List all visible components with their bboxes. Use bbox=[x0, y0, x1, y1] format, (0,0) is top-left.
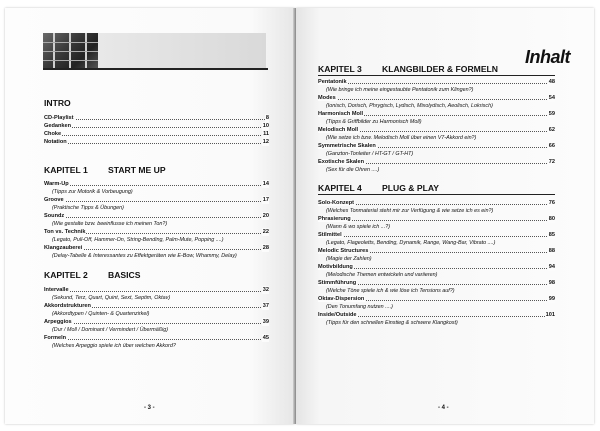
toc-entry[interactable]: Phrasierung 80 bbox=[318, 216, 555, 222]
toc-description: (Wie gestalte bzw. beeinflusse ich meinen Ton?) bbox=[52, 221, 168, 227]
toc-entry[interactable]: Akkordstrukturen 37 bbox=[44, 303, 269, 309]
toc-description: (Legato, Pull-Off, Hammer-On, String-Bending, Palm-Mute, Popping ....) bbox=[52, 237, 224, 243]
toc-description: (Ionisch, Dorisch, Phrygisch, Lydisch, Mixolydisch, Aeolisch, Lokrisch) bbox=[326, 103, 493, 109]
chapter-2-entries bbox=[44, 286, 269, 350]
toc-description: (Tipps zur Motorik & Vorbeugung) bbox=[52, 189, 133, 195]
chapter-1-entries bbox=[44, 180, 269, 260]
toc-entry[interactable]: Exotische Skalen 72 bbox=[318, 159, 555, 165]
toc-entry[interactable]: Groove 17 bbox=[44, 197, 269, 203]
toc-entry[interactable]: Choke 11 bbox=[44, 131, 269, 137]
chapter-3-title: KAPITEL 3 KLANGBILDER & FORMELN bbox=[318, 64, 555, 76]
toc-entry[interactable]: Klangzauberei 28 bbox=[44, 245, 269, 251]
page-number-right: - 4 - bbox=[438, 405, 449, 411]
toc-entry[interactable]: Stimmführung 98 bbox=[318, 280, 555, 286]
toc-description: (Melodische Themen entwickeln und variieren) bbox=[326, 272, 438, 278]
toc-entry[interactable]: CD-Playlist 8 bbox=[44, 115, 269, 121]
intro-entries bbox=[44, 114, 269, 146]
toc-entry[interactable]: Solo-Konzept 76 bbox=[318, 200, 555, 206]
toc-description: (Magie der Zahlen) bbox=[326, 256, 372, 262]
guitar-header-image bbox=[43, 33, 98, 69]
toc-entry[interactable]: Intervalle 32 bbox=[44, 287, 269, 293]
chapter-1-title: KAPITEL 1 START ME UP bbox=[44, 165, 166, 175]
toc-description: (Wie bringe ich meine eingestaubte Pentatonik zum Klingen?) bbox=[326, 87, 474, 93]
toc-description: (Welches Arpeggio spiele ich über welchen Akkord? bbox=[52, 343, 176, 349]
toc-entry[interactable]: Gedanken 10 bbox=[44, 123, 269, 129]
toc-entry[interactable]: Pentatonik 48 bbox=[318, 79, 555, 85]
toc-entry[interactable]: Stilmittel 85 bbox=[318, 232, 555, 238]
toc-description: (Sex für die Ohren ....) bbox=[326, 167, 380, 173]
toc-description: (Dur / Moll / Dominant / Vermindert / Übermäßig) bbox=[52, 327, 169, 333]
page-number-left: - 3 - bbox=[144, 405, 155, 411]
toc-description: (Delay-Tabelle & Interessantes zu Effektgeräten wie E-Bow, Whammy, Delay) bbox=[52, 253, 237, 259]
toc-entry[interactable]: Melodisch Moll 62 bbox=[318, 127, 555, 133]
toc-description: (Welches Tonmaterial steht mir zur Verfügung & wie setze ich es ein?) bbox=[326, 208, 494, 214]
toc-entry[interactable]: Harmonisch Moll 59 bbox=[318, 111, 555, 117]
toc-entry[interactable]: Notation 12 bbox=[44, 139, 269, 145]
chapter-4-entries bbox=[318, 199, 555, 327]
toc-entry[interactable]: Inside/Outside 101 bbox=[318, 312, 555, 318]
chapter-3-entries bbox=[318, 78, 555, 174]
toc-entry[interactable]: Oktav-Dispersion 99 bbox=[318, 296, 555, 302]
toc-description: (Akkordtypen / Quinten- & Quartenzirkel) bbox=[52, 311, 150, 317]
toc-entry[interactable]: Motivbildung 94 bbox=[318, 264, 555, 270]
toc-entry[interactable]: Formeln 45 bbox=[44, 335, 269, 341]
toc-entry[interactable]: Warm-Up 14 bbox=[44, 181, 269, 187]
toc-entry[interactable]: Arpeggios 39 bbox=[44, 319, 269, 325]
toc-entry[interactable]: Modes 54 bbox=[318, 95, 555, 101]
toc-description: (Wie setze ich bzw. Melodisch Moll über einen V7-Akkord ein?) bbox=[326, 135, 477, 141]
toc-description: (Sekund, Terz, Quart, Quint, Sext, Septim, Oktav) bbox=[52, 295, 171, 301]
toc-entry[interactable]: Soundz 20 bbox=[44, 213, 269, 219]
toc-description: (Legato, Flageoletts, Bending, Dynamik, Range, Wang-Bar, Vibrato ....) bbox=[326, 240, 496, 246]
toc-entry[interactable]: Ton vs. Technik 22 bbox=[44, 229, 269, 235]
chapter-4-title: KAPITEL 4 PLUG & PLAY bbox=[318, 183, 555, 195]
toc-description: (Welche Töne spiele ich & wie löse ich Tensions auf?) bbox=[326, 288, 455, 294]
page-title: Inhalt bbox=[525, 47, 570, 67]
toc-description: (Wann & wo spiele ich ...?) bbox=[326, 224, 391, 230]
toc-entry[interactable]: Symmetrische Skalen 66 bbox=[318, 143, 555, 149]
toc-description: (Praktische Tipps & Übungen) bbox=[52, 205, 124, 211]
toc-description: (Den Tonumfang nutzen ....) bbox=[326, 304, 393, 310]
toc-description: (Tipps & Griffbilder zu Harmonisch Moll) bbox=[326, 119, 422, 125]
section-intro-title: INTRO bbox=[44, 98, 71, 108]
toc-description: (Tipps für den schnellen Einstieg & schwere Klangkost) bbox=[326, 320, 458, 326]
toc-entry[interactable]: Melodic Structures 88 bbox=[318, 248, 555, 254]
header-rule bbox=[43, 68, 268, 70]
toc-description: (Ganzton-Tonleiter / HT-GT / GT-HT) bbox=[326, 151, 414, 157]
chapter-2-title: KAPITEL 2 BASICS bbox=[44, 270, 141, 280]
header-banner bbox=[98, 33, 266, 69]
